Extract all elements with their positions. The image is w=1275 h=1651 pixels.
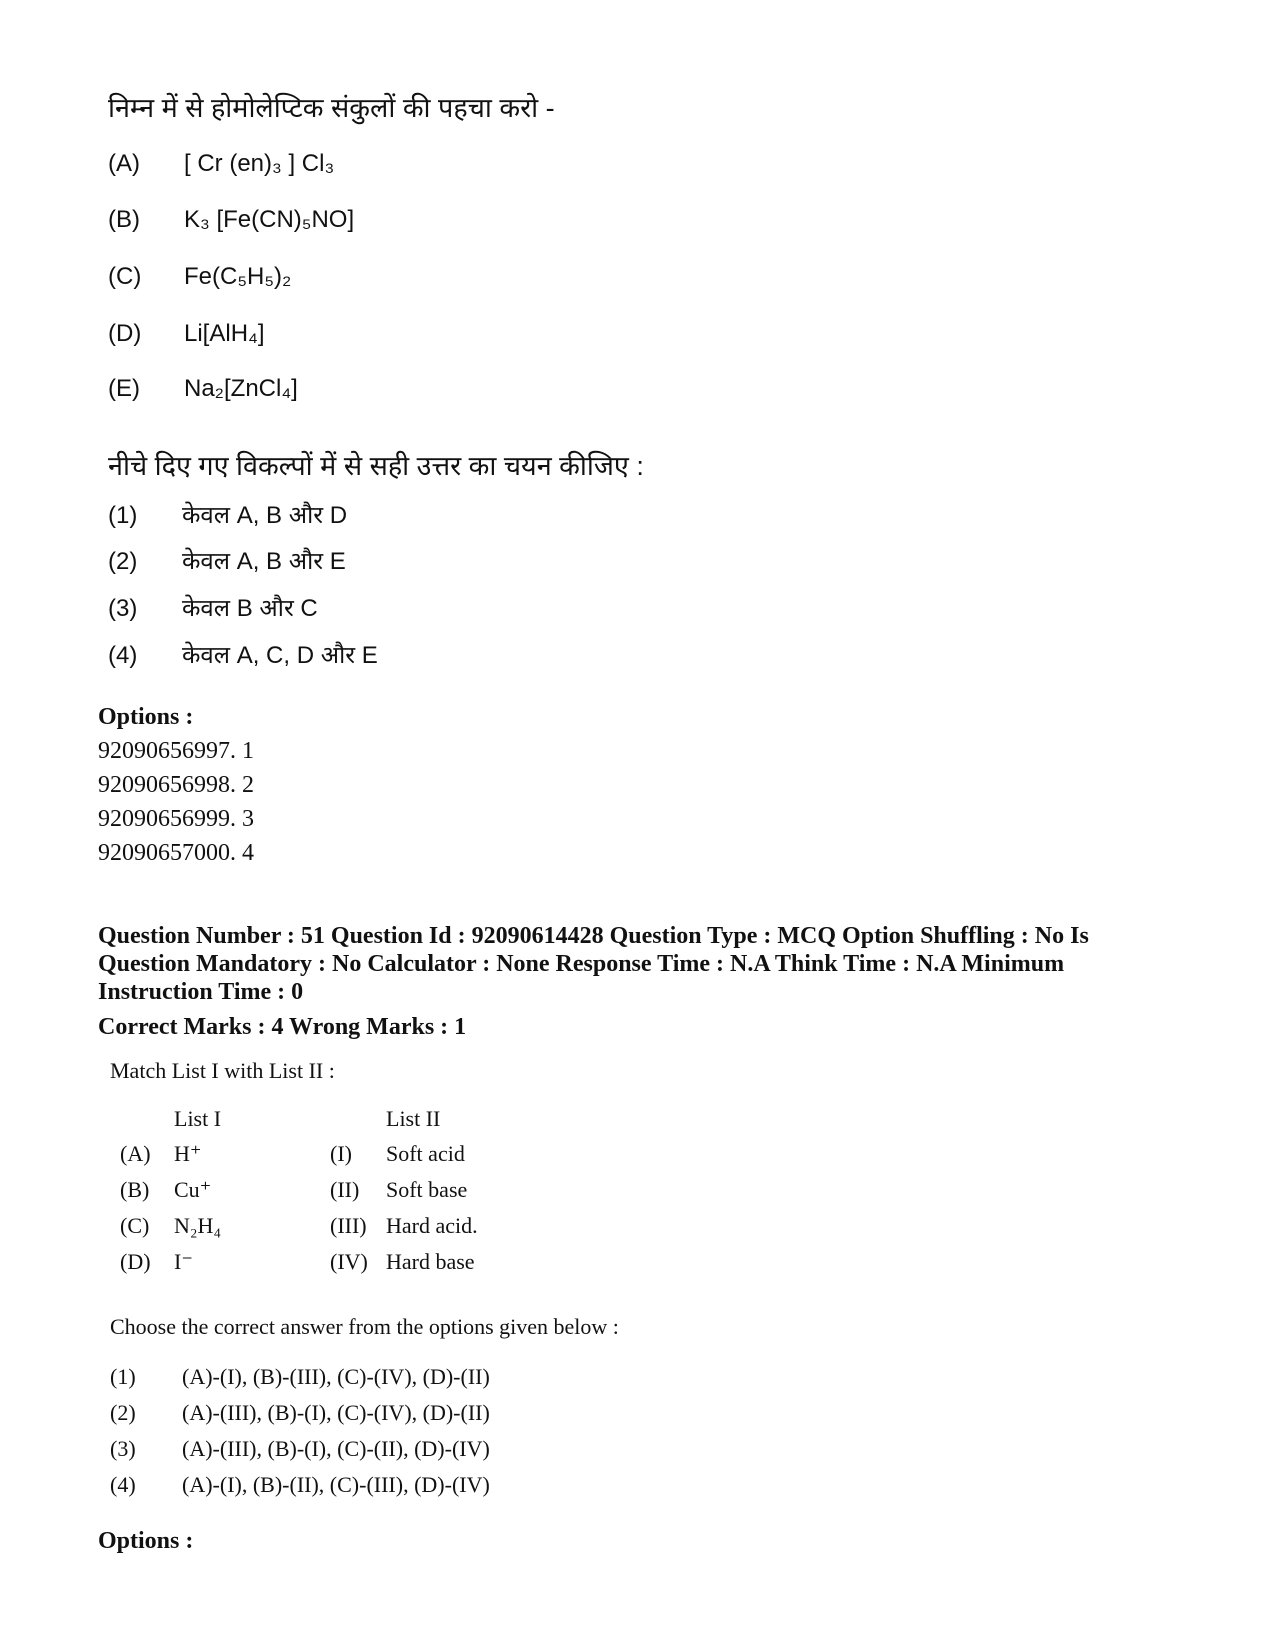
choice-text: केवल A, B और E (182, 548, 346, 575)
english-answer-choice (110, 1436, 490, 1462)
english-answer-choice (110, 1364, 490, 1390)
choice-label: (2) (108, 548, 138, 575)
item-label: (A) (108, 150, 140, 177)
choice-text: केवल A, B और D (182, 502, 348, 529)
question-meta: Question Number : 51 Question Id : 92090614428 Question Type : MCQ Option Shuffling : No Is Question Mandatory : No Calculator : None Response Time : N.A Think Time : N.A Minimum Instruction Time : 0 (98, 923, 1089, 1005)
list-2-text: Soft base (386, 1177, 468, 1202)
item-text: [ Cr (en)₃ ] Cl₃ (184, 150, 335, 177)
choice-text: (A)-(III), (B)-(I), (C)-(II), (D)-(IV) (182, 1436, 490, 1461)
list-1-header: List I (174, 1106, 222, 1131)
options-heading: Options : (98, 704, 194, 730)
hindi-answer-choice (108, 544, 346, 577)
hindi-question-item (108, 320, 264, 348)
english-answer-choice (110, 1472, 490, 1498)
option-line: 92090656997. 1 (98, 738, 254, 764)
list-2-label: (I) (330, 1141, 352, 1166)
option-line: 92090656998. 2 (98, 772, 254, 798)
list-1-text: H⁺ (174, 1141, 202, 1166)
item-text: K₃ [Fe(CN)₅NO] (184, 206, 355, 233)
english-question-instruction: Choose the correct answer from the options given below : (110, 1314, 619, 1339)
choice-label: (1) (110, 1364, 136, 1389)
list-2-text: Hard acid. (386, 1213, 478, 1238)
english-answer-choice (110, 1400, 490, 1426)
list-1-label: (B) (120, 1177, 150, 1202)
item-text: Na₂[ZnCl₄] (184, 375, 298, 402)
item-label: (D) (108, 320, 142, 347)
hindi-question-stem: निम्न में से होमोलेप्टिक संकुलों की पहचा करो - (108, 93, 555, 123)
hindi-answer-choice (108, 591, 318, 624)
choice-label: (1) (108, 502, 138, 529)
hindi-question-item (108, 375, 298, 403)
list-1-text: I⁻ (174, 1249, 193, 1274)
list-2-label: (IV) (330, 1249, 368, 1274)
hindi-question-item (108, 206, 354, 234)
hindi-answer-choice (108, 498, 347, 531)
list-1-label: (A) (120, 1141, 151, 1166)
choice-label: (4) (108, 642, 138, 669)
question-marks: Correct Marks : 4 Wrong Marks : 1 (98, 1014, 467, 1040)
choice-label: (3) (110, 1436, 136, 1461)
choice-text: केवल A, C, D और E (182, 642, 378, 669)
list-2-text: Soft acid (386, 1141, 465, 1166)
option-line: 92090657000. 4 (98, 840, 254, 866)
option-line: 92090656999. 3 (98, 806, 254, 832)
choice-label: (4) (110, 1472, 136, 1497)
hindi-question-instruction: नीचे दिए गए विकल्पों में से सही उत्तर का चयन कीजिए : (108, 451, 644, 481)
choice-label: (3) (108, 595, 138, 622)
hindi-question-item (108, 150, 334, 178)
choice-text: केवल B और C (182, 595, 318, 622)
choice-text: (A)-(III), (B)-(I), (C)-(IV), (D)-(II) (182, 1400, 490, 1425)
item-text: Li[AlH₄] (184, 320, 265, 347)
choice-text: (A)-(I), (B)-(III), (C)-(IV), (D)-(II) (182, 1364, 490, 1389)
list-2-label: (II) (330, 1177, 360, 1202)
options-heading: Options : (98, 1528, 194, 1554)
item-label: (B) (108, 206, 140, 233)
list-1-text: N₂H₄ (174, 1213, 222, 1238)
list-1-label: (D) (120, 1249, 151, 1274)
hindi-answer-choice (108, 638, 378, 671)
item-label: (C) (108, 263, 142, 290)
list-1-label: (C) (120, 1213, 150, 1238)
hindi-question-item (108, 263, 291, 291)
english-question-stem: Match List I with List II : (110, 1058, 335, 1083)
list-2-text: Hard base (386, 1249, 475, 1274)
list-2-header: List II (386, 1106, 441, 1131)
item-label: (E) (108, 375, 140, 402)
list-1-text: Cu⁺ (174, 1177, 212, 1202)
item-text: Fe(C₅H₅)₂ (184, 263, 292, 290)
choice-text: (A)-(I), (B)-(II), (C)-(III), (D)-(IV) (182, 1472, 490, 1497)
list-2-label: (III) (330, 1213, 367, 1238)
choice-label: (2) (110, 1400, 136, 1425)
